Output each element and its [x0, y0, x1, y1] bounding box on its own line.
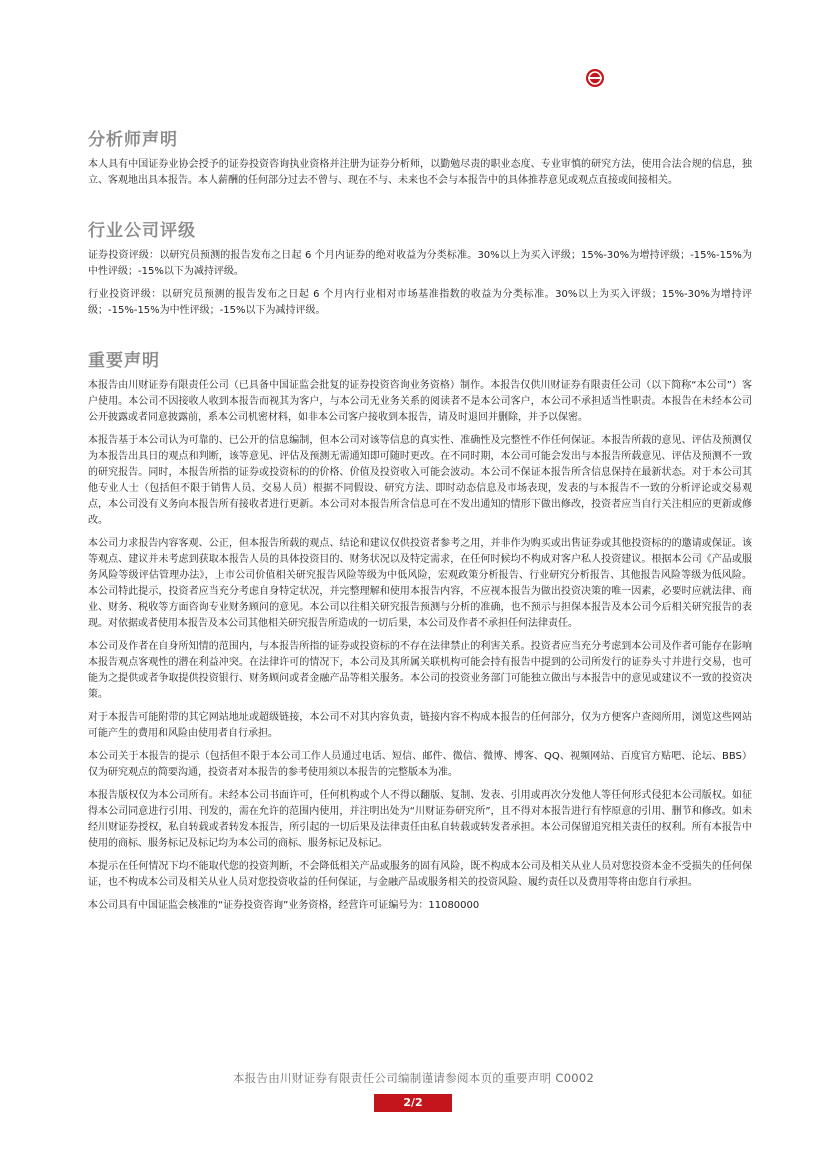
disclaimer-paragraph: 本公司力求报告内容客观、公正，但本报告所载的观点、结论和建议仅供投资者参考之用，并非作为购买或出售证券或其他投资标的的邀请或保证。该等观点、建议并未考虑到获取本报告人员的具体投资目的、财务状况以及特定需求，在任何时候均不构成对客户私人投资建议。根据本公司《产品或服务风险等级评估管理办法》，上市公司价值相关研究报告风险等级为中低风险，宏观政策分析报告、行业研究分析报告、其他报告风险等级为低风险。本公司特此提示，投资者应当充分考虑自身特定状况，并完整理解和使用本报告内容，不应视本报告为做出投资决策的唯一因素，必要时应就法律、商业、财务、税收等方面咨询专业财务顾问的意见。本公司以往相关研究报告预测与分析的准确，也不预示与担保本报告及本公司今后相关研究报告的表现。对依据或者使用本报告及本公司其他相关研究报告所造成的一切后果，本公司及作者不承担任何法律责任。 — [88, 538, 752, 629]
disclaimer-paragraph: 本公司及作者在自身所知情的范围内，与本报告所指的证券或投资标的不存在法律禁止的利害关系。投资者应当充分考虑到本公司及作者可能存在影响本报告观点客观性的潜在利益冲突。在法律许可的情况下，本公司及其所属关联机构可能会持有报告中提到的公司所发行的证券头寸并进行交易，也可能为之提供或者争取提供投资银行、财务顾问或者金融产品等相关服务。本公司的投资业务部门可能独立做出与本报告中的意见或建议不一致的投资决策。 — [88, 641, 752, 700]
disclaimer-title: 重要声明 — [88, 351, 160, 371]
footer-notice: 本报告由川财证券有限责任公司编制谨请参阅本页的重要声明 C0002 — [232, 1071, 595, 1085]
disclaimer-paragraph: 本报告由川财证券有限责任公司（已具备中国证监会批复的证券投资咨询业务资格）制作。本报告仅供川财证券有限责任公司（以下简称“本公司”）客户使用。本公司不因接收人收到本报告而视其为客户，与本公司无业务关系的阅读者不是本公司客户，本公司不承担适当性职责。本报告在未经本公司公开披露或者同意披露前，系本公司机密材料，如非本公司客户接收到本报告，请及时退回并删除，并予以保密。 — [88, 380, 752, 423]
disclaimer-paragraph: 本报告基于本公司认为可靠的、已公开的信息编制，但本公司对该等信息的真实性、准确性及完整性不作任何保证。本报告所载的意见、评估及预测仅为本报告出具日的观点和判断，该等意见、评估及预测无需通知即可随时更改。在不同时期，本公司可能会发出与本报告所载意见、评估及预测不一致的研究报告。同时，本报告所指的证券或投资标的的价格、价值及投资收入可能会波动。本公司不保证本报告所含信息保持在最新状态。对于本公司其他专业人士（包括但不限于销售人员、交易人员）根据不同假设、研究方法、即时动态信息及市场表现，发表的与本报告不一致的分析评论或交易观点，本公司没有义务向本报告所有接收者进行更新。本公司对本报告所含信息可在不发出通知的情形下做出修改，投资者应当自行关注相应的更新或修改。 — [88, 435, 752, 526]
stock-rating-text: 证券投资评级：以研究员预测的报告发布之日起 6 个月内证券的绝对收益为分类标准。30%以上为买入评级；15%-30%为增持评级；-15%-15%为中性评级；-15%以下为减持评级。 — [88, 250, 752, 277]
company-logo-icon — [585, 68, 605, 88]
analyst-statement-text: 本人具有中国证券业协会授予的证券投资咨询执业资格并注册为证券分析师，以勤勉尽责的职业态度、专业审慎的研究方法，使用合法合规的信息，独立、客观地出具本报告。本人薪酬的任何部分过去不曾与、现在不与、未来也不会与本报告中的具体推荐意见或观点直接或间接相关。 — [88, 159, 752, 186]
disclaimer-section — [88, 349, 752, 914]
disclaimer-paragraph: 本报告版权仅为本公司所有。未经本公司书面许可，任何机构或个人不得以翻版、复制、发表、引用或再次分发他人等任何形式侵犯本公司版权。如征得本公司同意进行引用、刊发的，需在允许的范围内使用，并注明出处为“川财证券研究所”，且不得对本报告进行有悖原意的引用、删节和修改。如未经川财证券授权，私自转载或者转发本报告，所引起的一切后果及法律责任由私自转载或转发者承担。本公司保留追究相关责任的权利。所有本报告中使用的商标、服务标记及标记均为本公司的商标、服务标记及标记。 — [88, 790, 752, 849]
disclaimer-paragraph: 本公司关于本报告的提示（包括但不限于本公司工作人员通过电话、短信、邮件、微信、微博、博客、QQ、视频网站、百度官方贴吧、论坛、BBS）仅为研究观点的简要沟通，投资者对本报告的参考使用须以本报告的完整版本为准。 — [88, 751, 752, 778]
report-body — [88, 128, 752, 921]
disclaimer-paragraph: 对于本报告可能附带的其它网站地址或超级链接，本公司不对其内容负责，链接内容不构成本报告的任何部分，仅为方便客户查阅所用，浏览这些网站可能产生的费用和风险由使用者自行承担。 — [88, 712, 752, 739]
analyst-statement-title: 分析师声明 — [88, 130, 178, 150]
rating-section — [88, 219, 752, 319]
analyst-statement-section — [88, 128, 752, 189]
page-number-badge: 2/2 — [374, 1094, 452, 1112]
rating-title: 行业公司评级 — [88, 221, 196, 241]
license-statement: 本公司具有中国证监会核准的“证券投资咨询”业务资格，经营许可证编号为：11080000 — [88, 900, 480, 911]
industry-rating-text: 行业投资评级：以研究员预测的报告发布之日起 6 个月内行业相对市场基准指数的收益为分类标准。30%以上为买入评级；15%-30%为增持评级；-15%-15%为中性评级；-15%以下为减持评级。 — [88, 289, 752, 316]
disclaimer-paragraph: 本提示在任何情况下均不能取代您的投资判断，不会降低相关产品或服务的固有风险，既不构成本公司及相关从业人员对您投资本金不受损失的任何保证，也不构成本公司及相关从业人员对您投资收益的任何保证，与金融产品或服务相关的投资风险、履约责任以及费用等将由您自行承担。 — [88, 861, 752, 888]
